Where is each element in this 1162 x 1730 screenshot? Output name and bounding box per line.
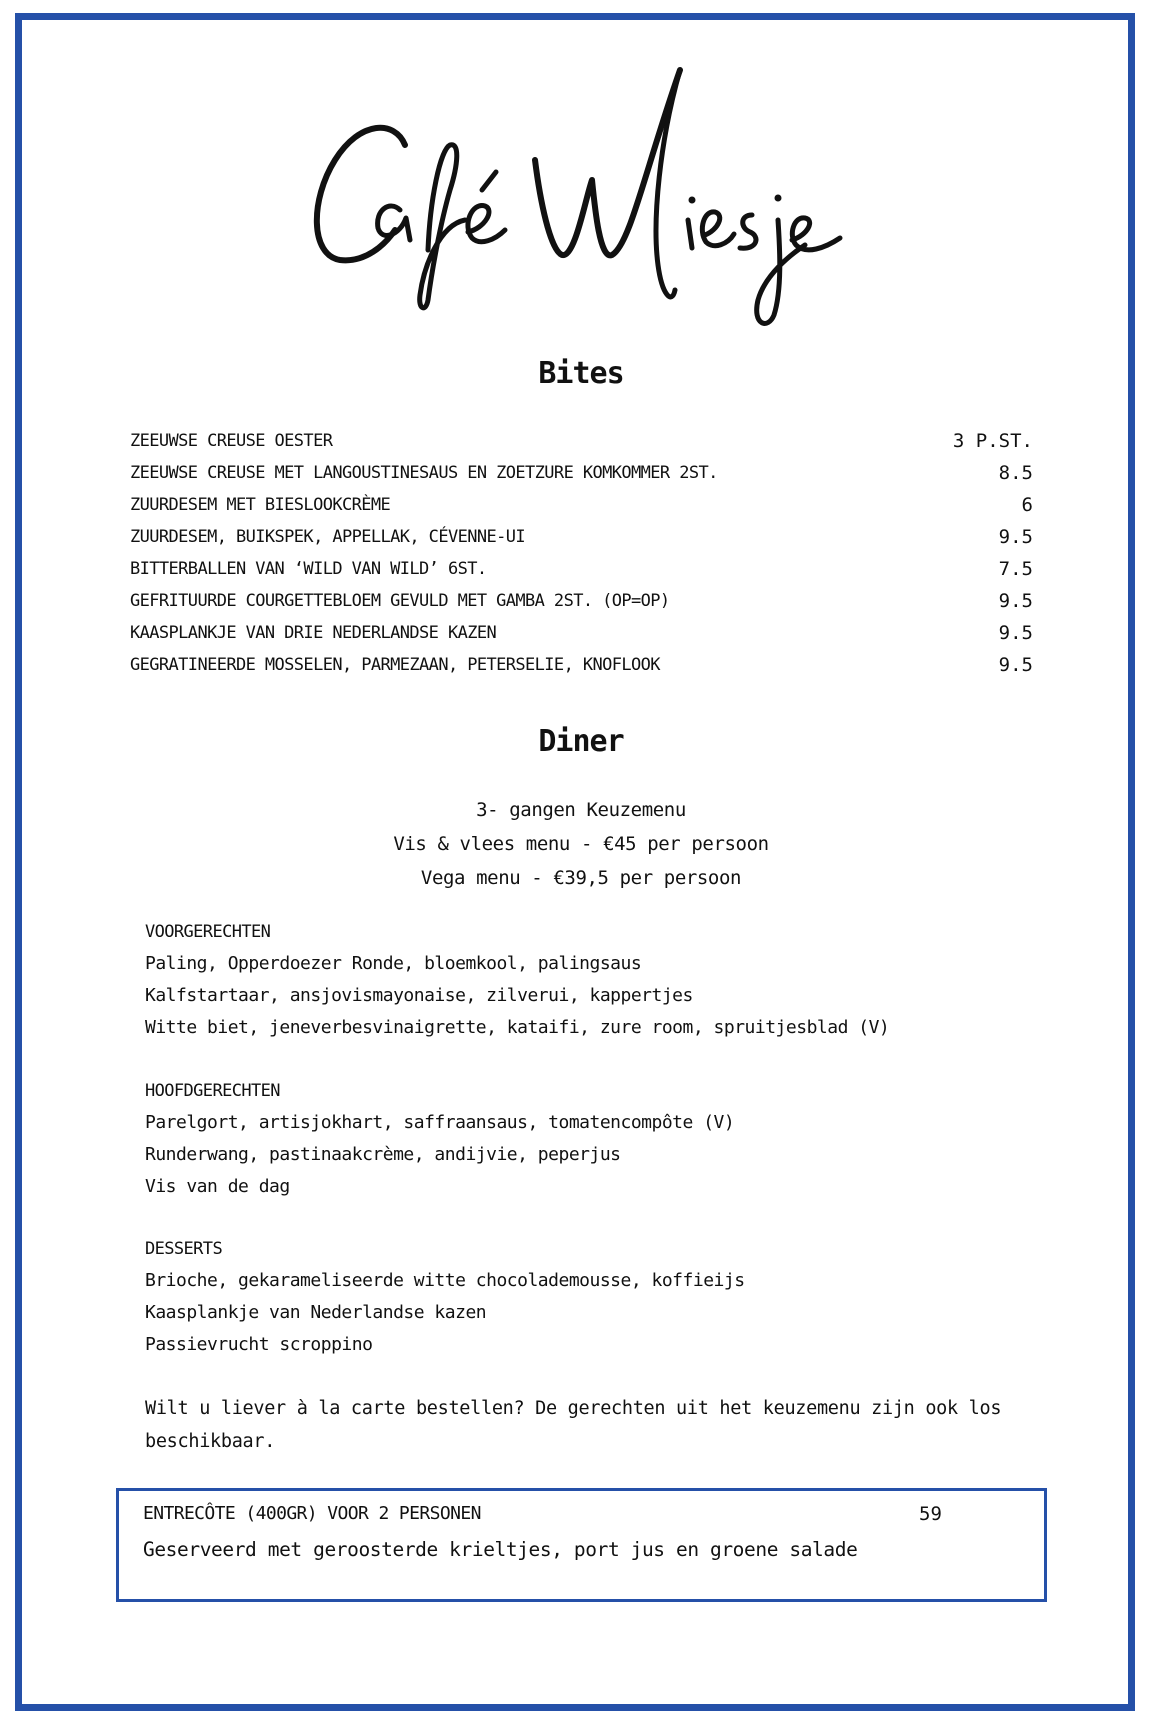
special-dish-description: Geserveerd met geroosterde krieltjes, port jus en groene salade (143, 1538, 858, 1561)
bite-price: 6 (1021, 494, 1033, 516)
course-hoofdgerechten (145, 1075, 1025, 1203)
bite-name: ZEEUWSE CREUSE OESTER (130, 431, 333, 451)
list-item (130, 649, 1033, 681)
a-la-carte-note: Wilt u liever à la carte bestellen? De gerechten uit het keuzemenu zijn ook los beschikbaar. (145, 1398, 1002, 1452)
list-item (130, 617, 1033, 649)
bite-name: ZEEUWSE CREUSE MET LANGOUSTINESAUS EN ZOETZURE KOMKOMMER 2ST. (130, 463, 718, 483)
bite-price: 8.5 (998, 462, 1033, 484)
course-heading: VOORGERECHTEN (145, 922, 271, 942)
diner-intro (0, 793, 1162, 895)
bites-list (130, 425, 1033, 681)
course-item: Witte biet, jeneverbesvinaigrette, kataifi, zure room, spruitjesblad (V) (145, 1017, 890, 1038)
course-item: Paling, Opperdoezer Ronde, bloemkool, palingsaus (145, 953, 642, 974)
course-item: Runderwang, pastinaakcrème, andijvie, peperjus (145, 1144, 621, 1165)
course-heading: HOOFDGERECHTEN (145, 1081, 280, 1101)
course-heading: DESSERTS (145, 1239, 223, 1259)
list-item (130, 553, 1033, 585)
bite-name: BITTERBALLEN VAN ‘WILD VAN WILD’ 6ST. (130, 559, 487, 579)
bite-name: ZUURDESEM MET BIESLOOKCRÈME (130, 495, 391, 515)
course-item: Brioche, gekarameliseerde witte chocolademousse, koffieijs (145, 1270, 745, 1291)
list-item (130, 521, 1033, 553)
course-item: Parelgort, artisjokhart, saffraansaus, tomatencompôte (V) (145, 1112, 735, 1133)
course-voorgerechten (145, 916, 1025, 1044)
list-item (130, 425, 1033, 457)
bite-price: 7.5 (998, 558, 1033, 580)
bite-name: ZUURDESEM, BUIKSPEK, APPELLAK, CÉVENNE-UI (130, 527, 526, 547)
course-item: Kaasplankje van Nederlandse kazen (145, 1302, 487, 1323)
special-dish-title: ENTRECÔTE (400GR) VOOR 2 PERSONEN (143, 1503, 481, 1524)
course-item: Kalfstartaar, ansjovismayonaise, zilverui, kappertjes (145, 985, 693, 1006)
list-item (130, 457, 1033, 489)
menu-type-line: 3- gangen Keuzemenu (476, 799, 686, 821)
course-desserts (145, 1233, 1025, 1361)
course-item: Vis van de dag (145, 1176, 290, 1197)
bite-name: KAASPLANKJE VAN DRIE NEDERLANDSE KAZEN (130, 623, 497, 643)
bite-price: 9.5 (998, 526, 1033, 548)
bite-name: GEFRITUURDE COURGETTEBLOEM GEVULD MET GAMBA 2ST. (OP=OP) (130, 591, 670, 611)
bites-heading: Bites (538, 356, 624, 391)
bite-price: 9.5 (998, 654, 1033, 676)
bite-price: 9.5 (998, 622, 1033, 644)
bite-price: 9.5 (998, 590, 1033, 612)
special-dish-price: 59 (919, 1503, 942, 1525)
cafe-wiesje-logo (300, 50, 860, 330)
special-dish-box (116, 1488, 1047, 1602)
bite-price: 3 P.ST. (952, 430, 1033, 452)
bite-name: GEGRATINEERDE MOSSELEN, PARMEZAAN, PETERSELIE, KNOFLOOK (130, 655, 660, 675)
course-item: Passievrucht scroppino (145, 1334, 373, 1355)
list-item (130, 489, 1033, 521)
list-item (130, 585, 1033, 617)
menu-price-line: Vis & vlees menu - €45 per persoon (393, 833, 769, 855)
menu-price-line: Vega menu - €39,5 per persoon (420, 867, 742, 889)
diner-heading: Diner (538, 724, 624, 759)
